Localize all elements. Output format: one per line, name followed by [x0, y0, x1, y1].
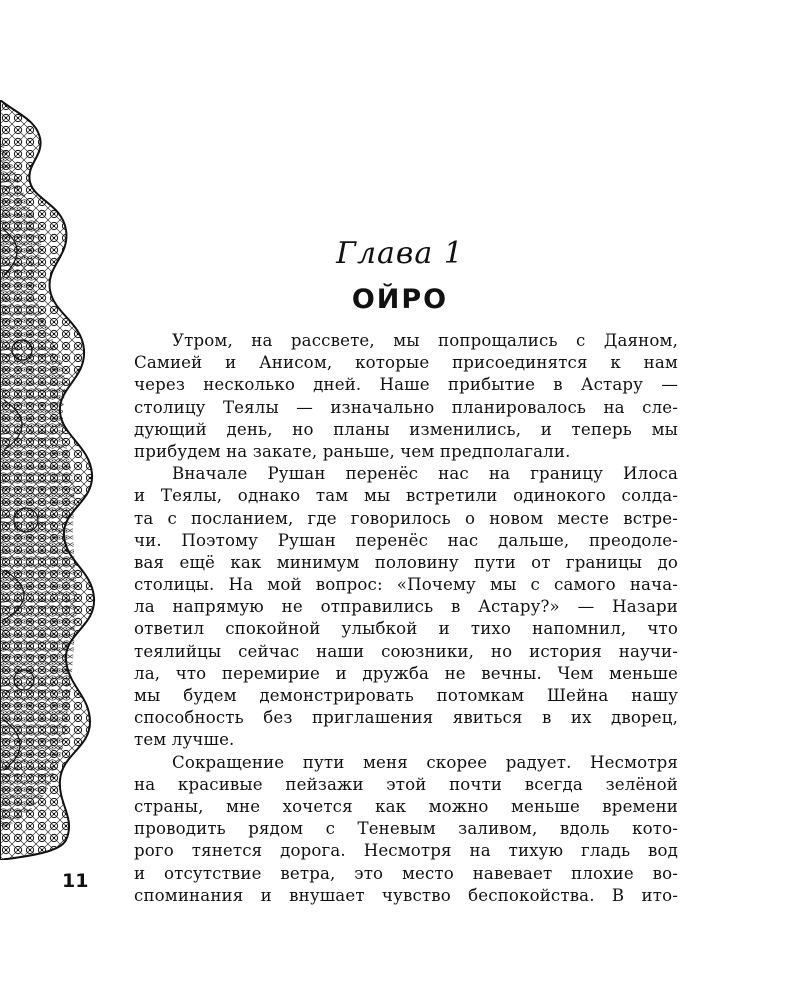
chapter-label: Глава 1 [336, 236, 464, 271]
page-number: 11 [62, 870, 89, 892]
text-line: ответил спокойной улыбкой и тихо напомнил, что [134, 619, 678, 639]
text-line: страны, мне хочется как можно меньше времени [134, 796, 678, 816]
text-line: чи. Поэтому Рушан перенёс нас дальше, преодоле- [134, 530, 678, 550]
text-line: тем лучше. [134, 730, 235, 750]
text-line: на красивые пейзажи этой почти всегда зелёной [134, 774, 678, 794]
text-line: и отсутствие ветра, это место навевает плохие во- [134, 863, 678, 883]
text-line: рого тянется дорога. Несмотря на тихую гладь вод [134, 841, 678, 861]
text-line: теялийцы сейчас наши союзники, но история научи- [134, 641, 678, 661]
text-line: та с посланием, где говорилось о новом месте встре- [134, 508, 678, 528]
body-text [134, 330, 678, 907]
text-line: и Теялы, однако там мы встретили одинокого солда- [134, 486, 678, 506]
text-line: столицу Теялы — изначально планировалось на сле- [134, 397, 678, 417]
text-line: ла напрямую не отправились в Астару?» — Назари [134, 597, 678, 617]
chapter-title: ОЙРО [351, 284, 449, 315]
text-line: Сокращение пути меня скорее радует. Несмотря [172, 752, 678, 772]
text-line: Утром, на рассвете, мы попрощались с Даяном, [172, 331, 678, 350]
arabesque-ornament-icon [0, 100, 100, 860]
text-line: проводить рядом с Теневым заливом, вдоль кото- [134, 819, 678, 839]
text-line: вая ещё как минимум половину пути от границы до [134, 552, 678, 572]
text-line: прибудем на закате, раньше, чем предполагали. [134, 441, 571, 461]
text-line: споминания и внушает чувство беспокойства. В ито- [134, 885, 678, 905]
text-line: столицы. На мой вопрос: «Почему мы с самого нача- [134, 575, 678, 595]
text-line: Самией и Анисом, которые присоединятся к нам [134, 353, 678, 373]
text-line: способность без приглашения явиться в их дворец, [134, 708, 678, 728]
text-line: Вначале Рушан перенёс нас на границу Илоса [172, 464, 678, 484]
text-line: через несколько дней. Наше прибытие в Астару — [134, 375, 678, 395]
text-line: ла, что перемирие и дружба не вечны. Чем меньше [134, 663, 678, 683]
text-line: дующий день, но планы изменились, и теперь мы [134, 419, 678, 439]
text-line: мы будем демонстрировать потомкам Шейна нашу [134, 686, 678, 705]
